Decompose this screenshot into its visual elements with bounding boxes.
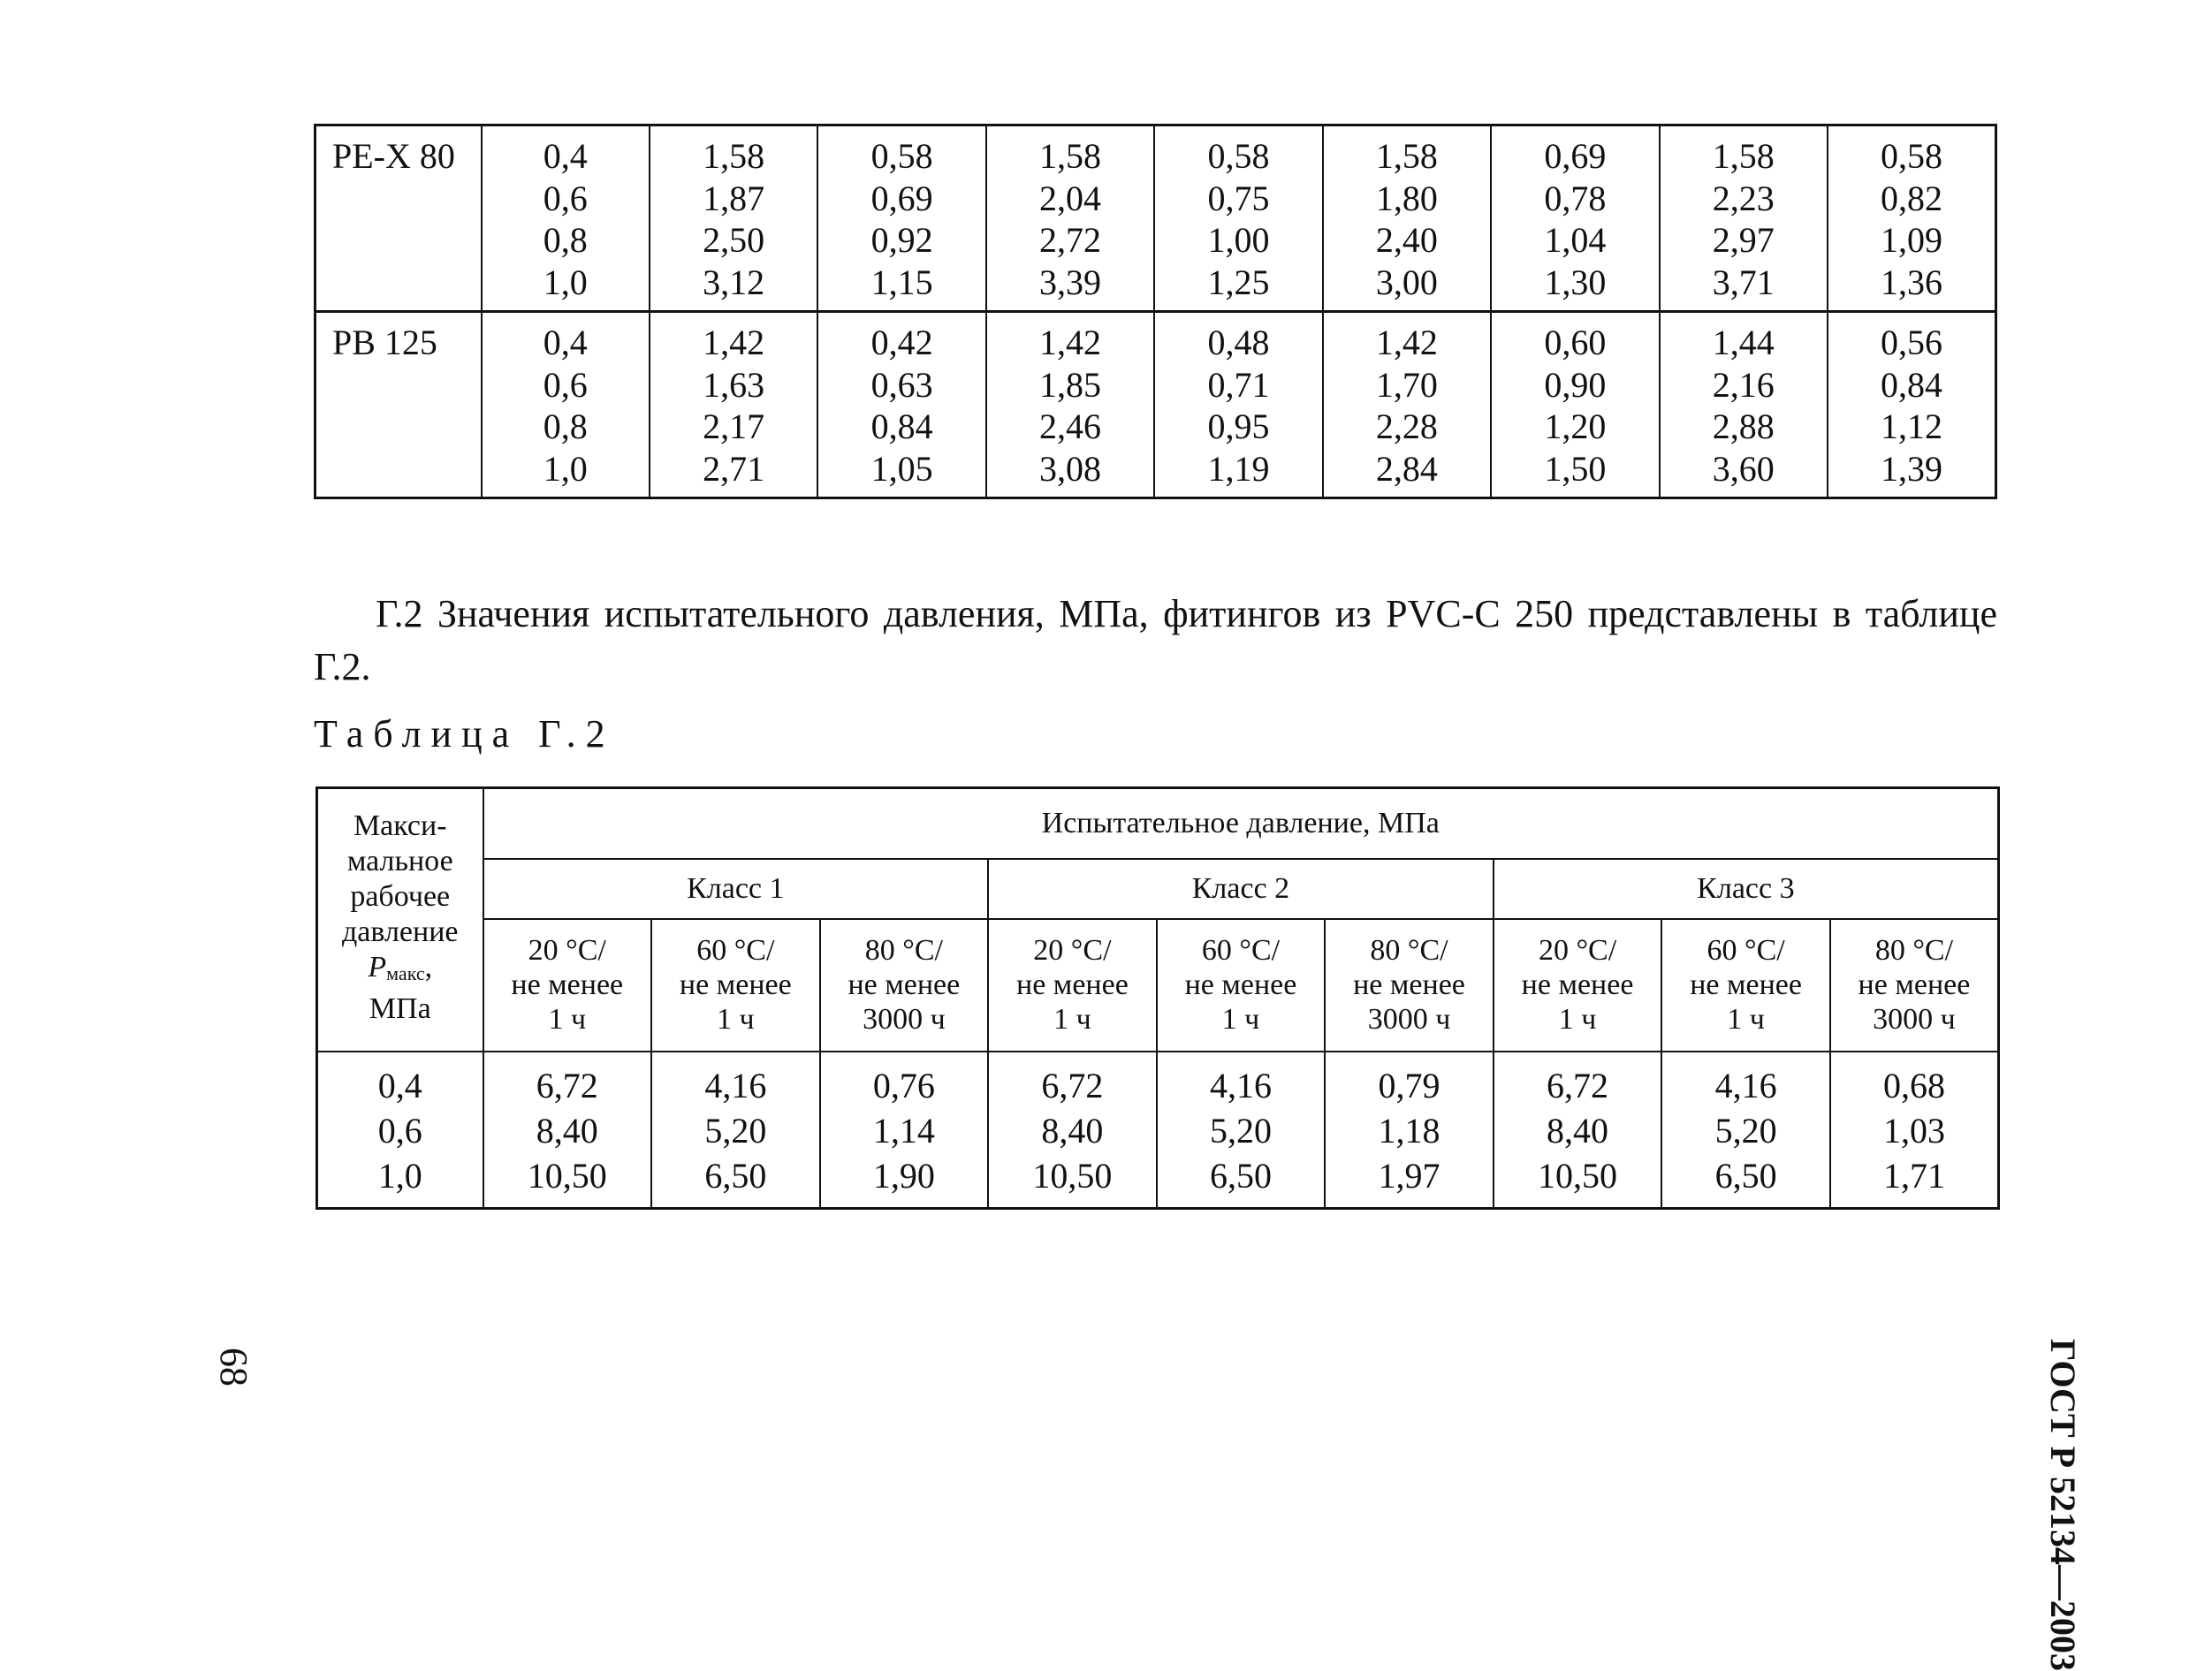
cell-value: 1,42	[1375, 323, 1438, 362]
cell-value: 1,44	[1712, 323, 1775, 362]
values-cell	[650, 312, 817, 498]
condition-header: 20 °C/ не менее 1 ч	[483, 919, 652, 1052]
cell-value: 8,40	[536, 1110, 598, 1151]
cell-value: 1,00	[1207, 220, 1270, 260]
values-cell	[483, 1052, 652, 1209]
cell-value: 6,72	[1547, 1065, 1609, 1105]
material-name: PE-X 80	[315, 125, 482, 312]
cell-value: 0,75	[1207, 178, 1270, 218]
values-cell	[986, 312, 1154, 498]
cell-value: 2,23	[1712, 178, 1775, 218]
values-cell	[817, 312, 985, 498]
cell-value: 6,50	[704, 1155, 767, 1196]
cell-value: 1,19	[1207, 448, 1270, 489]
cell-value: 1,14	[872, 1110, 935, 1151]
cell-value: 6,50	[1209, 1155, 1272, 1196]
cell-value: 0,84	[1881, 364, 1942, 405]
cell-value: 1,20	[1544, 406, 1607, 446]
values-cell	[1491, 125, 1659, 312]
values-cell	[1494, 1052, 1662, 1209]
cell-value: 4,16	[1714, 1065, 1777, 1105]
cell-value: 0,92	[870, 220, 933, 260]
cell-value: 10,50	[1538, 1155, 1618, 1196]
cell-value: 1,05	[870, 448, 933, 489]
cell-value: 1,09	[1881, 220, 1942, 260]
cell-value: 0,69	[870, 178, 933, 218]
cell-value: 2,46	[1039, 406, 1102, 446]
values-cell	[1830, 1052, 1999, 1209]
cell-value: 0,60	[1544, 323, 1607, 362]
cell-value: 0,58	[1881, 136, 1942, 176]
cell-value: 1,58	[1375, 136, 1438, 176]
cell-value: 0,63	[870, 364, 933, 405]
cell-value: 1,50	[1544, 448, 1607, 489]
values-cell	[1660, 125, 1828, 312]
cell-value: 0,79	[1378, 1065, 1440, 1105]
standard-designation: ГОСТ Р 52134—2003	[2043, 1339, 2083, 1671]
cell-value: 3,12	[703, 262, 765, 302]
cell-value: 2,97	[1712, 220, 1775, 260]
cell-value: 2,28	[1375, 406, 1438, 446]
cell-value: 1,25	[1207, 262, 1270, 302]
cell-value: 2,17	[703, 406, 765, 446]
cell-value: 3,39	[1039, 262, 1102, 302]
cell-value: 3,71	[1712, 262, 1775, 302]
values-cell	[1491, 312, 1659, 498]
values-cell	[1154, 125, 1322, 312]
cell-value: 1,39	[1881, 448, 1942, 489]
cell-value: 2,88	[1712, 406, 1775, 446]
cell-value: 8,40	[1547, 1110, 1609, 1151]
condition-header: 60 °C/ не менее 1 ч	[1157, 919, 1326, 1052]
cell-value: 0,95	[1207, 406, 1270, 446]
cell-value: 0,6	[377, 1110, 422, 1151]
cell-value: 2,50	[703, 220, 765, 260]
cell-value: 6,72	[1041, 1065, 1104, 1105]
cell-value: 4,16	[704, 1065, 767, 1105]
cell-value: 1,18	[1378, 1110, 1440, 1151]
cell-value: 3,60	[1712, 448, 1775, 489]
values-cell	[482, 125, 650, 312]
cell-value: 1,12	[1881, 406, 1942, 446]
cell-value: 1,58	[1712, 136, 1775, 176]
test-pressure-header: Испытательное давление, МПа	[483, 788, 1999, 859]
cell-value: 1,58	[1039, 136, 1102, 176]
class-2-header: Класс 2	[988, 859, 1494, 919]
cell-value: 0,58	[870, 136, 933, 176]
cell-value: 1,0	[543, 262, 588, 302]
cell-value: 8,40	[1041, 1110, 1104, 1151]
condition-header: 80 °C/ не менее 3000 ч	[1325, 919, 1494, 1052]
cell-value: 5,20	[1209, 1110, 1272, 1151]
cell-value: 1,85	[1039, 364, 1102, 405]
cell-value: 1,42	[703, 323, 765, 362]
values-cell	[1660, 312, 1828, 498]
table-caption: Таблица Г.2	[314, 712, 615, 756]
condition-header: 80 °C/ не менее 3000 ч	[1830, 919, 1999, 1052]
values-cell	[820, 1052, 989, 1209]
values-cell	[1323, 312, 1491, 498]
values-cell	[1828, 312, 1996, 498]
cell-value: 1,97	[1378, 1155, 1440, 1196]
cell-value: 2,04	[1039, 178, 1102, 218]
cell-value: 6,72	[536, 1065, 598, 1105]
cell-value: 1,0	[377, 1155, 422, 1196]
cell-value: 0,78	[1544, 178, 1607, 218]
cell-value: 1,70	[1375, 364, 1438, 405]
cell-value: 0,4	[543, 323, 588, 362]
values-cell	[1154, 312, 1322, 498]
values-cell	[1325, 1052, 1494, 1209]
cell-value: 1,80	[1375, 178, 1438, 218]
material-name: PB 125	[315, 312, 482, 498]
cell-value: 5,20	[1714, 1110, 1777, 1151]
cell-value: 0,6	[543, 364, 588, 405]
cell-value: 3,00	[1375, 262, 1438, 302]
cell-value: 4,16	[1209, 1065, 1272, 1105]
top-table-continuation	[314, 124, 1997, 499]
values-cell	[482, 312, 650, 498]
cell-value: 0,6	[543, 178, 588, 218]
cell-value: 1,36	[1881, 262, 1942, 302]
cell-value: 0,68	[1882, 1065, 1945, 1105]
class-3-header: Класс 3	[1494, 859, 1999, 919]
values-cell	[817, 125, 985, 312]
condition-header: 60 °C/ не менее 1 ч	[651, 919, 820, 1052]
class-1-header: Класс 1	[483, 859, 989, 919]
values-cell	[1828, 125, 1996, 312]
cell-value: 0,71	[1207, 364, 1270, 405]
table-g2	[315, 786, 2000, 1210]
cell-value: 1,90	[872, 1155, 935, 1196]
cell-value: 1,63	[703, 364, 765, 405]
table-row	[317, 1052, 1999, 1209]
paragraph-g2: Г.2 Значения испытательного давления, МПа, фитингов из PVC-C 250 представлены в таблице Г.2.	[314, 592, 1997, 688]
cell-value: 0,69	[1544, 136, 1607, 176]
cell-value: 1,87	[703, 178, 765, 218]
cell-value: 0,82	[1881, 178, 1942, 218]
cell-value: 0,42	[870, 323, 933, 362]
cell-value: 1,30	[1544, 262, 1607, 302]
cell-value: 2,16	[1712, 364, 1775, 405]
cell-value: 5,20	[704, 1110, 767, 1151]
cell-value: 0,84	[870, 406, 933, 446]
condition-header: 80 °C/ не менее 3000 ч	[820, 919, 989, 1052]
values-cell	[986, 125, 1154, 312]
cell-value: 10,50	[527, 1155, 607, 1196]
cell-value: 0,48	[1207, 323, 1270, 362]
cell-value: 0,4	[543, 136, 588, 176]
condition-header: 60 °C/ не менее 1 ч	[1661, 919, 1830, 1052]
cell-value: 1,42	[1039, 323, 1102, 362]
values-cell	[1661, 1052, 1830, 1209]
cell-value: 2,72	[1039, 220, 1102, 260]
pmax-symbol: $P_{макс}$,	[368, 951, 433, 984]
pmax-header: Макси- мальное рабочее давление $P_{макс}$, МПа	[317, 788, 483, 1052]
values-cell	[988, 1052, 1157, 1209]
pmax-values-cell	[317, 1052, 483, 1209]
cell-value: 1,15	[870, 262, 933, 302]
cell-value: 1,04	[1544, 220, 1607, 260]
values-cell	[651, 1052, 820, 1209]
cell-value: 1,71	[1882, 1155, 1945, 1196]
cell-value: 2,71	[703, 448, 765, 489]
condition-header: 20 °C/ не менее 1 ч	[1494, 919, 1662, 1052]
cell-value: 1,0	[543, 448, 588, 489]
cell-value: 0,8	[543, 406, 588, 446]
condition-header: 20 °C/ не менее 1 ч	[988, 919, 1157, 1052]
cell-value: 0,4	[377, 1065, 422, 1105]
cell-value: 0,8	[543, 220, 588, 260]
cell-value: 10,50	[1032, 1155, 1113, 1196]
values-cell	[1157, 1052, 1326, 1209]
cell-value: 0,56	[1881, 323, 1942, 362]
cell-value: 0,90	[1544, 364, 1607, 405]
table-row	[315, 312, 1996, 498]
cell-value: 0,76	[872, 1065, 935, 1105]
table-row	[315, 125, 1996, 312]
values-cell	[650, 125, 817, 312]
cell-value: 3,08	[1039, 448, 1102, 489]
cell-value: 6,50	[1714, 1155, 1777, 1196]
cell-value: 1,58	[703, 136, 765, 176]
values-cell	[1323, 125, 1491, 312]
cell-value: 2,40	[1375, 220, 1438, 260]
cell-value: 0,58	[1207, 136, 1270, 176]
cell-value: 1,03	[1882, 1110, 1945, 1151]
cell-value: 2,84	[1375, 448, 1438, 489]
page-number: 68	[212, 1348, 255, 1386]
